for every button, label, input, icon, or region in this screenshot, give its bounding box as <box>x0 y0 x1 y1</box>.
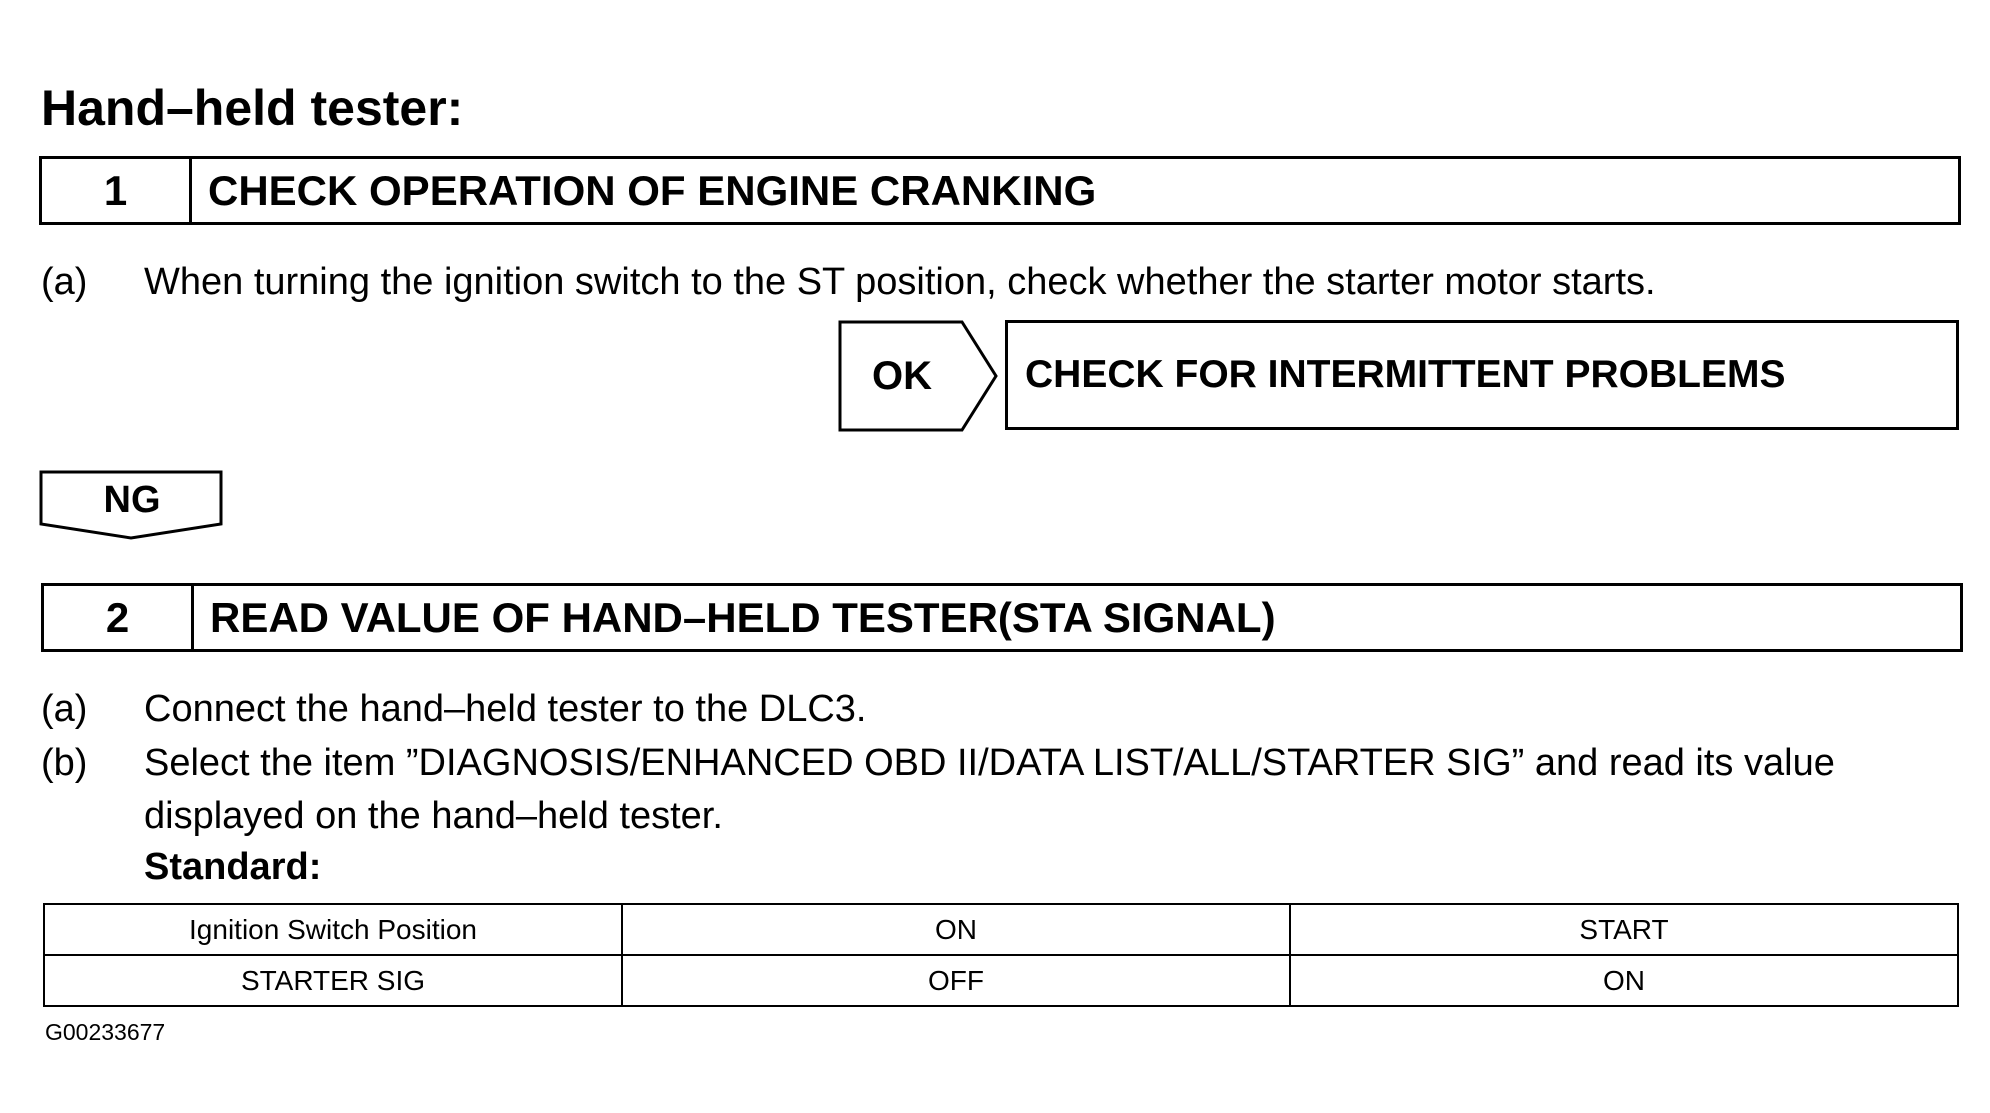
step-2-item-b-text: Select the item ”DIAGNOSIS/ENHANCED OBD II/DATA LIST/ALL/STARTER SIG” and read its value <box>144 742 1835 784</box>
step-2-item-b <box>41 739 1961 839</box>
step-2-number: 2 <box>44 586 194 649</box>
step-2-title: READ VALUE OF HAND–HELD TESTER(STA SIGNAL) <box>210 593 1276 641</box>
ok-result-text: CHECK FOR INTERMITTENT PROBLEMS <box>1025 353 1786 396</box>
step-2-item-b-text-line2: displayed on the hand–held tester. <box>144 795 723 837</box>
step-2-item-a-text: Connect the hand–held tester to the DLC3. <box>144 688 867 730</box>
step-2-item-a-tag: (a) <box>41 688 88 730</box>
table-row <box>44 955 1958 1006</box>
table-cell: STARTER SIG <box>44 955 622 1006</box>
table-cell: OFF <box>622 955 1290 1006</box>
table-row <box>44 904 1958 955</box>
step-1-header <box>39 156 1961 225</box>
ok-arrow <box>838 320 1000 432</box>
ng-arrow <box>39 470 225 542</box>
ng-label: NG <box>103 478 161 521</box>
table-cell: ON <box>622 904 1290 955</box>
step-1-title: CHECK OPERATION OF ENGINE CRANKING <box>208 166 1097 214</box>
standard-table <box>43 903 1959 1007</box>
step-2-header <box>41 583 1963 652</box>
step-1-number: 1 <box>42 159 192 222</box>
ok-result-box <box>1005 320 1959 430</box>
table-cell: Ignition Switch Position <box>44 904 622 955</box>
table-cell: START <box>1290 904 1958 955</box>
standard-label: Standard: <box>144 846 322 888</box>
ok-label: OK <box>872 353 932 398</box>
figure-code: G00233677 <box>45 1019 166 1045</box>
step-2-item-b-tag: (b) <box>41 742 88 784</box>
page-heading: Hand–held tester: <box>41 80 464 136</box>
step-1-item-a-text: When turning the ignition switch to the ST position, check whether the starter motor starts. <box>144 261 1656 303</box>
table-cell: ON <box>1290 955 1958 1006</box>
step-1-item-a <box>41 258 1941 306</box>
step-1-item-a-tag: (a) <box>41 261 88 303</box>
step-2-item-a <box>41 685 1941 733</box>
